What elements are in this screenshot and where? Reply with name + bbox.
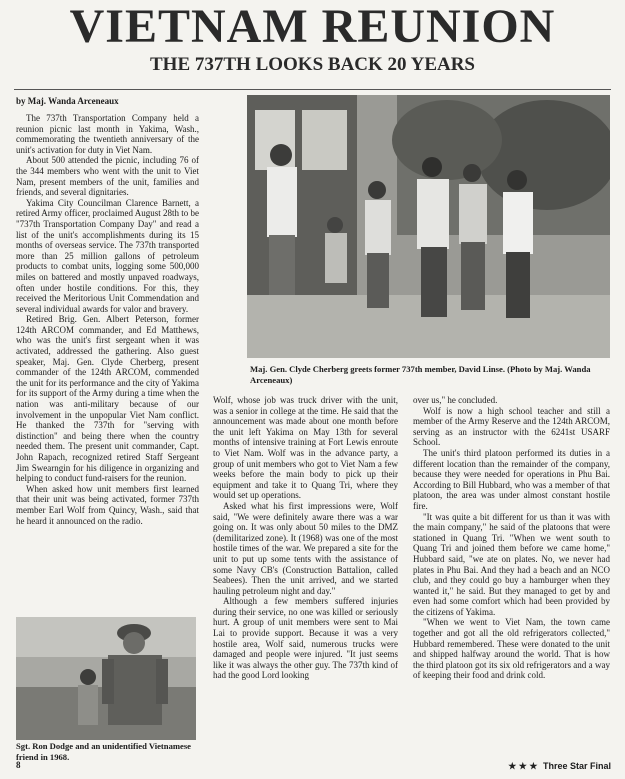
header-rule (14, 89, 611, 90)
photo-reunion-image (247, 95, 610, 358)
stars-icon: ★ ★ ★ (508, 761, 538, 771)
photo-2-caption: Sgt. Ron Dodge and an unidentified Vietnamese friend in 1968. (16, 741, 192, 762)
article-column-3 (413, 395, 610, 681)
photo-sgt-dodge (16, 617, 196, 740)
page-number: 8 (16, 760, 21, 770)
subhead: THE 737TH LOOKS BACK 20 YEARS (150, 54, 475, 75)
article-column-1 (16, 113, 199, 526)
headline: VIETNAM REUNION (69, 0, 556, 53)
paragraph: "When we went to Viet Nam, the town came together and got all the old refrigerators collected," Hubbard remembered. These were donated to the unit and shipped halfway around the world. That is how the third platoon got its six old refrigerators and a way of keeping their food and drink cold. (413, 617, 610, 681)
footer-brand (508, 761, 611, 772)
paragraph: over us," he concluded. (413, 395, 498, 405)
paragraph: Asked what his first impressions were, Wolf said, "We were definitely aware there was a war going on. It was only about 50 miles to the DMZ (demilitarized zone). It (1968) was one of the most hostile times of the war. We prepared a site for the unit to put up some tents with the assistance of some Navy CB's (Construction Battalion, called Seabees). Then the unit arrived, and we started hauling petroleum night and day." (213, 500, 398, 596)
byline: by Maj. Wanda Arceneaux (16, 96, 119, 106)
paragraph: The unit's third platoon performed its duties in a different location than the remainder of the company, because they were needed for operations in Phu Bai. According to Bill Hubbard, who was a member of that platoon, the area was under almost constant hostile fire. (413, 447, 610, 511)
article-column-2 (213, 395, 398, 681)
paragraph: About 500 attended the picnic, including 76 of the 344 members who went with the unit to Viet Nam, present members of the unit, families and friends, and several dignitaries. (16, 155, 199, 198)
paragraph: Wolf, whose job was truck driver with the unit, was a senior in college at the time. He said that the announcement was made about one month before the unit left Yakima on May 13th for several months of intensive training at Fort Lewis enroute to Viet Nam. Wolf was in the advance party, a group of unit members who got to Viet Nam a few weeks before the main body to pick up their equipment and take it to Quang Tri, where they would set up operations. (213, 395, 398, 501)
paragraph: "It was quite a bit different for us than it was with the main company," he said of the platoons that were stationed in Quang Tri. "When we went south to Quang Tri and joined them before we came home," Hubbard said, "we ate on plates. No, we never had plates in Phu Bai. And they had a beach and an NCO club, and they could go buy a hamburger when they wanted it," he said. But they managed to get by and even had some comfort which had been provided by the citizens of Yakima. (413, 511, 610, 617)
paragraph: Retired Brig. Gen. Albert Peterson, former 124th ARCOM commander, and Ed Matthews, who was the unit's first sergeant when it was activated, addressed the gathering. Also guest speaker, Maj. Gen. Clyde Cherberg, present commander of the 124th ARCOM, commended the unit for its performance and the city of Yakima for its support of the Army during a time when the nation was anti-military because of our involvement in the unpopular Viet Nam conflict. He thanked the 737th for "serving with distinction" and being there when the country needed them. The present unit commander, Capt. John Rapach, recognized retired Staff Sergeant Jim Swearngin for his diligence in organizing and helping to conduct fund-raisers for the reunion. (16, 314, 199, 484)
photo-reunion-greeting (247, 95, 610, 358)
photo-sgt-dodge-image (16, 617, 196, 740)
paragraph: Although a few members suffered injuries during their service, no one was killed or seriously hurt. A group of unit members were sent to Mai Lai to provide support. Because it was a very hostile area, Wolf said, numerous trucks were damaged and people were injured. "It just seems like it was always the other guy. The 737th kind of had the good Lord looking (213, 596, 398, 681)
paragraph: Wolf is now a high school teacher and still a member of the Army Reserve and the 124th ARCOM, serving as an instructor with the 6241st USARF School. (413, 405, 610, 448)
photo-1-caption: Maj. Gen. Clyde Cherberg greets former 737th member, David Linse. (Photo by Maj. Wanda Arceneaux) (250, 364, 591, 385)
paragraph: When asked how unit members first learned that their unit was being activated, former 737th member Earl Wolf from Quincy, Wash., said that he heard it announced on the radio. (16, 483, 199, 526)
footer-text: Three Star Final (542, 761, 611, 771)
paragraph: Yakima City Councilman Clarence Barnett, a retired Army officer, proclaimed August 28th to be "737th Transportation Company Day" and read a list of the unit's accomplishments during its 15 months of overseas service. The 737th transported more than 25 million gallons of petroleum products to combat units, logging some 500,000 miles on battered and mostly unpaved roadways, often under hostile conditions. For this, they received the Meritorious Unit Commendation and several individual awards for valor and bravery. (16, 197, 199, 314)
paragraph: The 737th Transportation Company held a reunion picnic last month in Yakima, Wash., commemorating the twentieth anniversary of the unit's activation for duty in Viet Nam. (16, 113, 199, 155)
